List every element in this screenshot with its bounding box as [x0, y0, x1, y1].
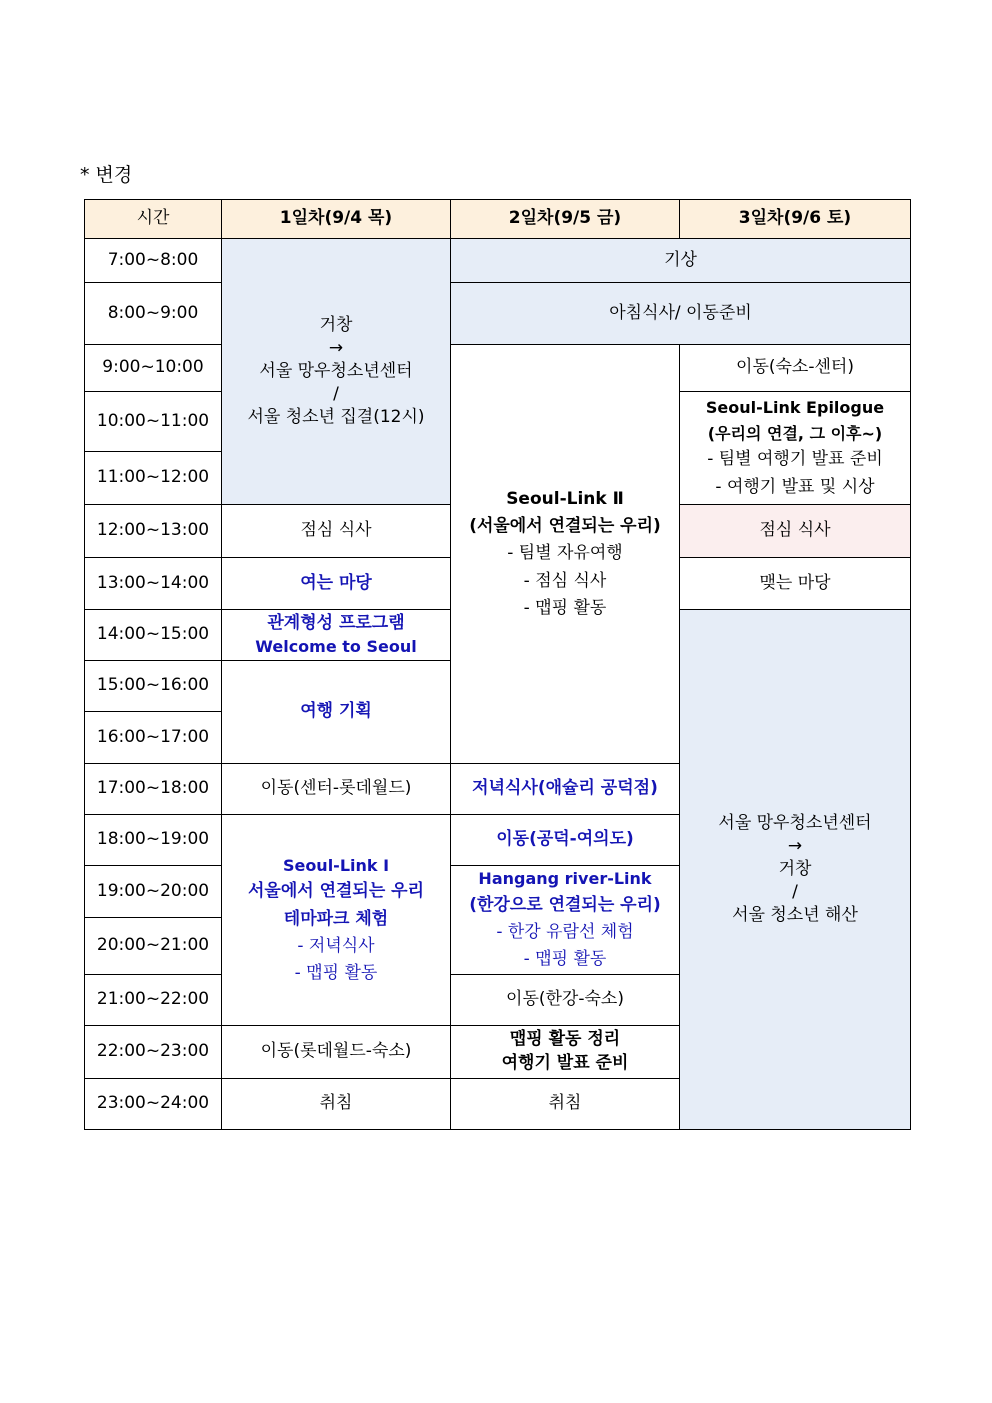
wrap-line: 여행기 발표 준비 — [501, 1053, 629, 1073]
header-day3: 3일차(9/6 토) — [680, 200, 911, 239]
epilogue-subtitle: (우리의 연결, 그 이후~) — [707, 423, 883, 443]
day2-3-breakfast: 아침식사/ 이동준비 — [451, 283, 911, 345]
time-cell: 17:00~18:00 — [85, 764, 222, 815]
slash-line: / — [333, 384, 339, 405]
time-cell: 16:00~17:00 — [85, 712, 222, 764]
program-title: 관계형성 프로그램 — [267, 612, 405, 633]
header-day2: 2일차(9/5 금) — [451, 200, 680, 239]
epilogue-item: - 팀별 여행기 발표 준비 — [707, 449, 883, 470]
epilogue-title: Seoul-Link Epilogue — [705, 398, 885, 418]
link2-item: - 점심 식사 — [523, 570, 607, 591]
river-subtitle: (한강으로 연결되는 우리) — [469, 895, 661, 916]
day1-planning: 여행 기획 — [222, 661, 451, 764]
time-cell: 18:00~19:00 — [85, 815, 222, 866]
return-line: 서울 망우청소년센터 — [718, 813, 872, 834]
arrival-line: 서울 청소년 집결(12시) — [247, 406, 425, 427]
day2-move1: 이동(공덕-여의도) — [451, 815, 680, 866]
day1-move1: 이동(센터-롯데월드) — [222, 764, 451, 815]
day2-dinner: 저녁식사(애슐리 공덕점) — [451, 764, 680, 815]
time-cell: 10:00~11:00 — [85, 392, 222, 452]
time-cell: 7:00~8:00 — [85, 239, 222, 283]
time-cell: 19:00~20:00 — [85, 866, 222, 918]
arrival-line: 거창 — [319, 315, 353, 336]
arrival-line: 서울 망우청소년센터 — [259, 360, 413, 381]
time-cell: 23:00~24:00 — [85, 1079, 222, 1130]
link1-title: Seoul-Link Ⅰ — [282, 855, 390, 875]
day2-move2: 이동(한강-숙소) — [451, 975, 680, 1026]
time-cell: 11:00~12:00 — [85, 452, 222, 505]
schedule-table — [84, 199, 911, 1130]
link1-item: - 맵핑 활동 — [294, 962, 378, 983]
link1-subtitle: 서울에서 연결되는 우리 — [247, 881, 425, 902]
day3-move: 이동(숙소-센터) — [680, 345, 911, 392]
link2-item: - 팀별 자유여행 — [507, 543, 623, 564]
day3-lunch: 점심 식사 — [680, 505, 911, 558]
river-title: Hangang river-Link — [478, 869, 652, 889]
change-note: * 변경 — [80, 164, 133, 186]
return-line: 거창 — [778, 858, 812, 879]
day2-3-wake: 기상 — [451, 239, 911, 283]
day2-river — [451, 866, 680, 975]
time-cell: 13:00~14:00 — [85, 558, 222, 610]
slash-line: / — [792, 882, 798, 903]
day3-closing: 맺는 마당 — [680, 558, 911, 610]
day1-sleep: 취침 — [222, 1079, 451, 1130]
time-cell: 21:00~22:00 — [85, 975, 222, 1026]
time-cell: 15:00~16:00 — [85, 661, 222, 712]
river-item: - 맵핑 활동 — [523, 949, 607, 970]
time-cell: 8:00~9:00 — [85, 283, 222, 345]
wrap-line: 맵핑 활동 정리 — [509, 1029, 621, 1050]
link2-item: - 맵핑 활동 — [523, 597, 607, 618]
link2-title: Seoul-Link Ⅱ — [506, 489, 624, 510]
time-cell: 22:00~23:00 — [85, 1026, 222, 1079]
table-row — [85, 345, 911, 392]
day2-wrap — [451, 1026, 680, 1079]
time-cell: 20:00~21:00 — [85, 918, 222, 975]
table-row — [85, 239, 911, 283]
header-day1: 1일차(9/4 목) — [222, 200, 451, 239]
day1-program — [222, 610, 451, 661]
header-row — [85, 200, 911, 239]
link2-subtitle: (서울에서 연결되는 우리) — [469, 516, 661, 537]
time-cell: 9:00~10:00 — [85, 345, 222, 392]
day3-return — [680, 610, 911, 1130]
link1-subtitle: 테마파크 체험 — [283, 908, 389, 929]
arrow-line: → — [787, 836, 803, 857]
time-cell: 14:00~15:00 — [85, 610, 222, 661]
day1-link1 — [222, 815, 451, 1026]
header-time: 시간 — [85, 200, 222, 239]
epilogue-item: - 여행기 발표 및 시상 — [715, 476, 875, 497]
day1-opening: 여는 마당 — [222, 558, 451, 610]
link1-item: - 저녁식사 — [297, 935, 375, 956]
return-line: 서울 청소년 해산 — [732, 904, 858, 925]
day1-move2: 이동(롯데월드-숙소) — [222, 1026, 451, 1079]
river-item: - 한강 유람선 체험 — [496, 922, 634, 943]
table-row — [85, 283, 911, 345]
day1-arrival — [222, 239, 451, 505]
time-cell: 12:00~13:00 — [85, 505, 222, 558]
day2-sleep: 취침 — [451, 1079, 680, 1130]
day3-epilogue — [680, 392, 911, 505]
day1-lunch: 점심 식사 — [222, 505, 451, 558]
program-subtitle: Welcome to Seoul — [255, 636, 417, 656]
day2-link2 — [451, 345, 680, 764]
arrow-line: → — [328, 338, 344, 359]
